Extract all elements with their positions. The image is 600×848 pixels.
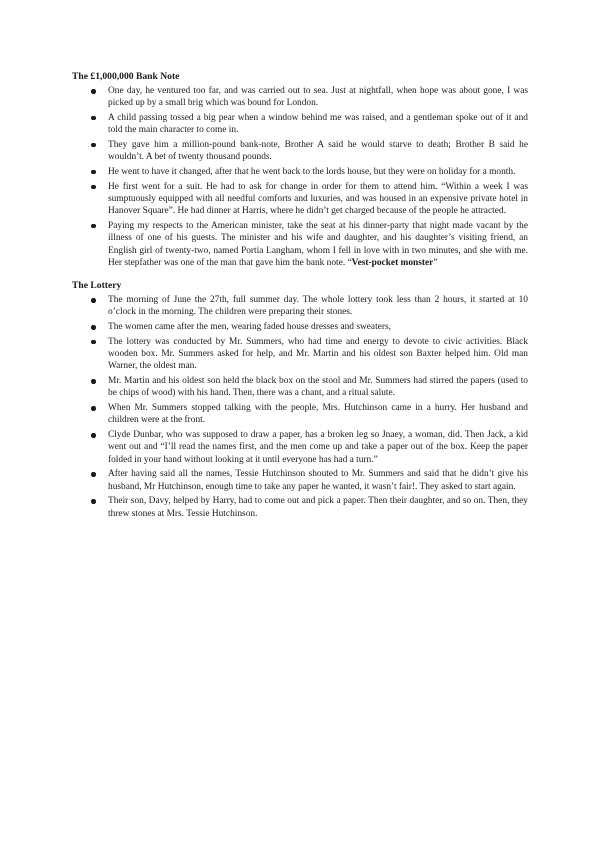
section-title-bank-note: The £1,000,000 Bank Note (72, 71, 180, 82)
list-item (72, 294, 528, 319)
bullet-icon (91, 170, 96, 175)
bullet-icon (91, 499, 96, 504)
list-item-text: They gave him a million-pound bank-note, Brother A said he would starve to death; Brother B said he wouldn’t. A bet of twenty thousand pounds. (108, 139, 528, 163)
bullet-list-bank-note (72, 85, 528, 269)
list-item-text: The women came after the men, wearing faded house dresses and sweaters, (108, 322, 391, 333)
closing-quote: ” (433, 257, 438, 268)
list-item-text: The morning of June the 27th, full summer day. The whole lottery took less than 2 hours, it started at 10 o’clock in the morning. The children were preparing their stones. (108, 295, 528, 318)
bullet-icon (91, 340, 96, 345)
list-item (72, 468, 528, 493)
list-item (72, 402, 528, 427)
list-item-text: He went to have it changed, after that he went back to the lords house, but they were on holiday for a month. (108, 166, 516, 177)
list-item-text: After having said all the names, Tessie Hutchinson shouted to Mr. Summers and said that he didn’t give his husband, Mr Hutchinson, enough time to take any paper he wanted, it wasn’t fair!. They asked to start again. (108, 469, 528, 492)
bullet-icon (91, 298, 96, 303)
list-item-text: Clyde Dunbar, who was supposed to draw a paper, has a broken leg so Jnaey, a woman, did. Then Jack, a kid went out and “I’ll read the names first, and the men come up and take a paper out of the box. Keep the paper folded in your hand without looking at it until everyone has had a turn.” (108, 430, 528, 465)
bullet-icon (91, 472, 96, 477)
list-item (72, 85, 528, 110)
bullet-icon (91, 185, 96, 190)
list-item-text: Paying my respects to the American minister, take the seat at his dinner-party that night made vacant by the illness of one of his guests. The minister and his wife and daughter, and his daughter’s visiting friend, an English girl of twenty-two, named Portia Langham, whom I fell in love with in two minutes, and she with me. Her stepfather was one of the man that gave him the bank note. “ (108, 220, 528, 268)
bullet-icon (91, 379, 96, 384)
list-item-text: He first went for a suit. He had to ask for change in order for them to attend him. “Within a week I was sumptuously equipped with all needful comforts and luxuries, and was housed in an expensive private hotel in Hanover Square”. He had dinner at Harris, where he didn’t get charged because of the people he attracted. (108, 181, 528, 217)
list-item (72, 112, 528, 137)
list-item-text: When Mr. Summers stopped talking with the people, Mrs. Hutchinson came in a hurry. Her husband and children were at the front. (108, 403, 528, 426)
bullet-icon (91, 89, 96, 94)
list-item (72, 375, 528, 400)
list-item-text: The lottery was conducted by Mr. Summers, who had time and energy to devote to civic activities. Black wooden box. Mr. Summers asked for help, and Mr. Martin and his oldest son Baxter helped him. Old man Warner, the oldest man. (108, 336, 528, 372)
bullet-icon (91, 325, 96, 330)
bullet-icon (91, 433, 96, 438)
list-item (72, 321, 528, 333)
list-item-text: One day, he ventured too far, and was carried out to sea. Just at nightfall, when hope was about gone, I was picked up by a small brig which was bound for London. (108, 86, 528, 109)
list-item (72, 139, 528, 164)
list-item (72, 166, 528, 178)
list-item (72, 336, 528, 373)
list-item (72, 429, 528, 466)
list-item-text: Their son, Davy, helped by Harry, had to come out and pick a paper. Then their daughter, and so on. Then, they threw stones at Mrs. Tessie Hutchinson. (108, 496, 528, 519)
list-item-text: A child passing tossed a big pear when a window behind me was raised, and a gentleman spoke out of it and told the main character to come in. (108, 112, 528, 136)
list-item-text: Mr. Martin and his oldest son held the black box on the stool and Mr. Summers had stirred the papers (used to be chips of wood) with his hand. Then, there was a chant, and a ritual salute. (108, 376, 528, 399)
bullet-icon (91, 143, 96, 148)
list-item (72, 220, 528, 269)
bullet-list-lottery (72, 294, 528, 520)
list-item (72, 495, 528, 520)
bullet-icon (91, 116, 96, 121)
bullet-icon (91, 406, 96, 411)
bold-quote: Vest-pocket monster (351, 257, 434, 268)
bullet-icon (91, 224, 96, 229)
document-body (72, 71, 528, 522)
list-item (72, 181, 528, 218)
section-title-lottery: The Lottery (72, 280, 122, 292)
